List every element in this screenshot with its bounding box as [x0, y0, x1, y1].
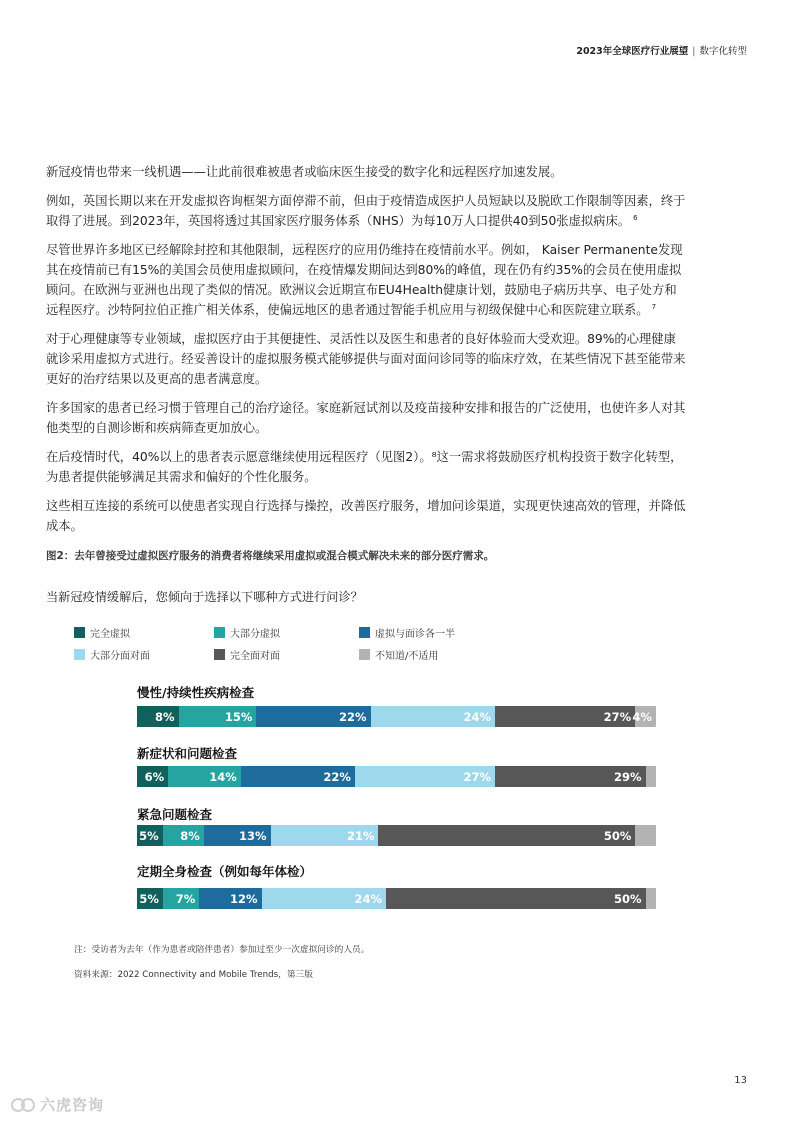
- chart-source: 资料来源：2022 Connectivity and Mobile Trends，第三版: [74, 970, 313, 980]
- bar-segment: [378, 825, 635, 846]
- legend-label: 大部分虚拟: [230, 629, 280, 640]
- paragraph-2-text: 例如，英国长期以来在开发虚拟咨询框架方面停滞不前，但由于疫情造成医护人员短缺以及脱欧工作限制等因素，终于取得了进展。到2023年，英国将透过其国家医疗服务体系（NHS）为每10万人口提供40到50张虚拟病床。: [46, 194, 686, 228]
- bar-segment: [262, 888, 387, 909]
- legend-label: 虚拟与面诊各一半: [375, 629, 455, 640]
- bar-segment: [646, 888, 656, 909]
- body-text: [46, 162, 686, 545]
- watermark-logo-icon: [10, 1096, 36, 1114]
- category-label: 紧急问题检查: [137, 807, 213, 822]
- paragraph-4-text: 对于心理健康等专业领域，虚拟医疗由于其便捷性、灵活性以及医生和患者的良好体验而大受欢迎。89%的心理健康就诊采用虚拟方式进行。经妥善设计的虚拟服务模式能够提供与面对面问诊同等的临床疗效，在某些情况下甚至能带来更好的治疗结果以及更高的患者满意度。: [46, 332, 686, 386]
- running-header: [576, 43, 747, 57]
- data-label: 14%: [209, 769, 237, 784]
- page-number: 13: [734, 1075, 747, 1086]
- legend-label: 不知道/不适用: [375, 651, 439, 662]
- bar-segment: [137, 825, 163, 846]
- category-label: 定期全身检查（例如每年体检）: [137, 864, 313, 879]
- legend-swatch: [74, 649, 85, 660]
- watermark: [10, 1094, 104, 1115]
- paragraph-6: [46, 447, 686, 487]
- header-separator: |: [692, 46, 696, 57]
- stacked-bar: [137, 888, 656, 909]
- data-label: 8%: [154, 709, 175, 724]
- bar-segment: [137, 706, 179, 727]
- figure-title: 图2：去年曾接受过虚拟医疗服务的消费者将继续采用虚拟或混合模式解决未来的部分医疗需求。: [46, 550, 495, 562]
- header-subtitle: 数字化转型: [699, 46, 747, 57]
- bar-segment: [199, 888, 261, 909]
- survey-question: 当新冠疫情缓解后，您倾向于选择以下哪种方式进行问诊？: [46, 590, 363, 604]
- paragraph-7: [46, 496, 686, 536]
- paragraph-3-text: 尽管世界许多地区已经解除封控和其他限制，远程医疗的应用仍维持在疫情前水平。例如， Kaiser Permanente发现其在疫情前已有15%的美国会员使用虚拟顾问，在疫情爆发期间达到80%的峰值，现在仍有约35%的会员在使用虚拟顾问。在欧洲与亚洲也出现了类似的情况。欧洲议会近期宣布EU4Health健康计划，鼓励电子病历共享、电子处方和远程医疗。沙特阿拉伯正推广相关体系，使偏远地区的患者通过智能手机应用与初级保健中心和医院建立联系。: [46, 243, 683, 317]
- legend-swatch: [214, 627, 225, 638]
- paragraph-1-text: 新冠疫情也带来一线机遇——让此前很难被患者或临床医生接受的数字化和远程医疗加速发展。: [46, 165, 563, 179]
- category-label: 新症状和问题检查: [137, 746, 238, 761]
- stacked-bar: [137, 706, 656, 727]
- legend-swatch: [359, 627, 370, 638]
- data-label: 29%: [614, 769, 642, 784]
- header-title: 2023年全球医疗行业展望: [576, 46, 689, 57]
- legend-swatch: [214, 649, 225, 660]
- data-label: 24%: [354, 891, 383, 906]
- data-label: 5%: [139, 828, 159, 843]
- bar-segment: [371, 706, 496, 727]
- watermark-text: 六虎咨询: [40, 1096, 105, 1114]
- paragraph-1: [46, 162, 686, 182]
- data-label: 27%: [603, 709, 632, 724]
- bar-segment: [635, 825, 656, 846]
- bar-segment: [137, 766, 168, 787]
- data-label: 13%: [239, 828, 267, 843]
- bar-segment: [204, 825, 271, 846]
- category-label: 慢性/持续性疾病检查: [137, 685, 255, 700]
- bar-segment: [256, 706, 370, 727]
- bar-segment: [386, 888, 646, 909]
- data-label: 24%: [463, 709, 492, 724]
- paragraph-5-text: 许多国家的患者已经习惯于管理自己的治疗途径。家庭新冠试剂以及疫苗接种安排和报告的广泛使用，也使许多人对其他类型的自测诊断和疾病筛查更加放心。: [46, 401, 686, 435]
- legend-item: [359, 647, 438, 662]
- paragraph-2: [46, 191, 686, 231]
- bar-segment: [241, 766, 355, 787]
- bar-segment: [355, 766, 495, 787]
- bar-segment: [495, 766, 646, 787]
- bar-segment: [632, 706, 656, 727]
- stacked-bar: [137, 766, 656, 787]
- data-label: 22%: [339, 709, 367, 724]
- paragraph-7-text: 这些相互连接的系统可以使患者实现自行选择与操控，改善医疗服务，增加问诊渠道，实现更快速高效的管理，并降低成本。: [46, 499, 686, 533]
- paragraph-6-text: 在后疫情时代，40%以上的患者表示愿意继续使用远程医疗（见图2）。⁸这一需求将鼓励医疗机构投资于数字化转型，为患者提供能够满足其需求和偏好的个性化服务。: [46, 450, 683, 484]
- data-label: 12%: [230, 891, 258, 906]
- bar-segment: [646, 766, 656, 787]
- data-label: 15%: [224, 709, 253, 724]
- footnote-ref[interactable]: 6: [633, 213, 638, 222]
- bar-segment: [179, 706, 257, 727]
- stacked-bar: [137, 825, 656, 846]
- data-label: 22%: [323, 769, 351, 784]
- legend-item: [214, 625, 280, 640]
- legend-swatch: [74, 627, 85, 638]
- legend-item: [214, 647, 280, 662]
- data-label: 50%: [603, 828, 632, 843]
- legend-item: [74, 625, 130, 640]
- bar-segment: [495, 706, 635, 727]
- data-label: 8%: [180, 828, 200, 843]
- legend-item: [359, 625, 455, 640]
- data-label: 7%: [175, 891, 196, 906]
- paragraph-4: [46, 329, 686, 389]
- data-label: 21%: [346, 828, 375, 843]
- bar-segment: [163, 825, 204, 846]
- footnote-ref[interactable]: 7: [651, 302, 657, 311]
- bar-segment: [137, 888, 163, 909]
- data-label: 6%: [144, 769, 165, 784]
- legend-label: 完全虚拟: [90, 629, 130, 640]
- paragraph-3: [46, 240, 686, 320]
- bar-segment: [168, 766, 241, 787]
- paragraph-5: [46, 398, 686, 438]
- data-label: 27%: [463, 769, 492, 784]
- bar-segment: [271, 825, 379, 846]
- legend-label: 完全面对面: [230, 651, 280, 662]
- chart-note: 注：受访者为去年（作为患者或陪伴患者）参加过至少一次虚拟问诊的人员。: [74, 945, 370, 955]
- bar-segment: [163, 888, 199, 909]
- legend-item: [74, 647, 150, 662]
- data-label: 4%: [632, 709, 652, 724]
- legend-swatch: [359, 649, 370, 660]
- data-label: 50%: [614, 891, 642, 906]
- legend-label: 大部分面对面: [90, 651, 150, 662]
- data-label: 5%: [139, 891, 159, 906]
